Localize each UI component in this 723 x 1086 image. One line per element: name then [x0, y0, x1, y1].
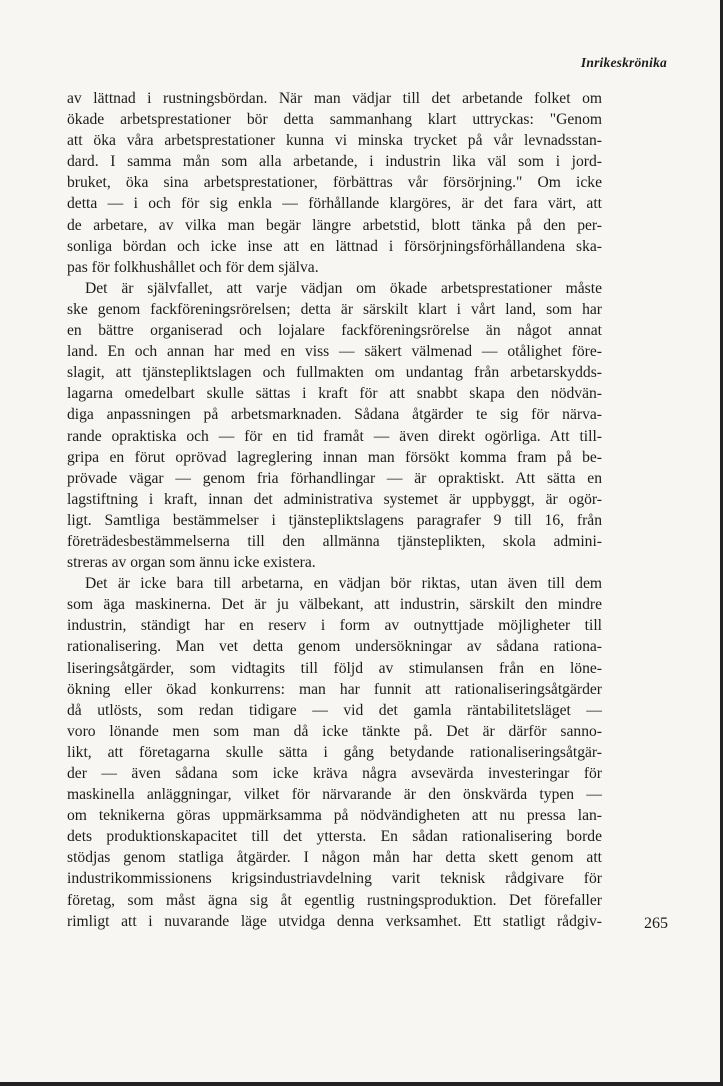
text-line: lagstiftning i kraft, innan det administrativa systemet är uppbyggt, är ogör-: [67, 490, 602, 508]
text-line: ökning eller ökad konkurrens: man har funnit att rationaliseringsåtgärder: [67, 680, 602, 698]
text-line: bruket, öka sina arbetsprestationer, förbättras vår försörjning." Om icke: [67, 174, 602, 192]
paragraph-2: [67, 278, 602, 573]
text-line: företag, som måst ägna sig åt egentlig rustningsproduktion. Det förefaller: [67, 891, 602, 909]
text-line: streras av organ som ännu icke existera.: [67, 554, 316, 572]
text-line: dard. I samma mån som alla arbetande, i industrin lika väl som i jord-: [67, 153, 602, 171]
running-head: Inrikeskrönika: [580, 55, 667, 70]
text-line: prövade vägar — genom fria förhandlingar — är opraktiskt. Att sätta en: [67, 469, 602, 487]
page-edge-bottom: [0, 1082, 723, 1086]
text-line: dets produktionskapacitet till det yttersta. En sådan rationalisering borde: [67, 828, 602, 846]
text-line: de arbetare, av vilka man begär längre arbetstid, blott tänka på den per-: [67, 216, 602, 234]
text-line: att öka våra arbetsprestationer kunna vi minska trycket på vår levnadsstan-: [67, 132, 602, 150]
text-line: detta — i och för sig enkla — förhållande klargöres, är det fara värt, att: [67, 195, 602, 213]
text-line: industrikommissionens krigsindustriavdelning varit teknisk rådgivare för: [67, 870, 602, 888]
text-line: av lättnad i rustningsbördan. När man vädjar till det arbetande folket om: [67, 90, 602, 107]
text-line: om teknikerna göras uppmärksamma på nödvändigheten att nu pressa lan-: [67, 807, 602, 825]
text-line: rationalisering. Man vet detta genom undersökningar av sådana rationa-: [67, 638, 602, 656]
text-line: rimligt att i nuvarande läge utvidga denna verksamhet. Ett statligt rådgiv-: [67, 912, 602, 930]
text-line: företrädesbestämmelserna till den allmänna tjänsteplikten, skola admini-: [67, 532, 602, 550]
body-text: [67, 88, 602, 932]
page-number: 265: [644, 915, 668, 932]
text-line: som äga maskinerna. Det är ju välbekant, att industrin, särskilt den mindre: [67, 596, 602, 614]
paragraph-1: [67, 88, 602, 278]
text-line: voro lönande men som man då icke tänkte på. Det är därför sanno-: [67, 722, 602, 740]
text-line: sonliga bördan och icke inse att en lättnad i försörjningsförhållandena ska-: [67, 237, 602, 255]
text-line: en bättre organiserad och lojalare fackföreningsrörelse än något annat: [67, 322, 602, 340]
text-line: der — även sådana som icke kräva några avsevärda investeringar för: [67, 765, 602, 782]
text-line: gripa en förut oprövad lagreglering innan man försökt komma fram på be-: [67, 448, 602, 466]
text-line: maskinella anläggningar, vilket för närvarande är den önskvärda typen —: [67, 786, 602, 804]
text-line: ske genom fackföreningsrörelsen; detta är särskilt klart i vårt land, som har: [67, 300, 602, 318]
text-line: då utlösts, som redan tidigare — vid det gamla räntabilitetsläget —: [67, 701, 602, 719]
text-line: pas för folkhushållet och för dem själva.: [67, 258, 319, 276]
text-line: Det är självfallet, att varje vädjan om ökade arbetsprestationer måste: [85, 279, 602, 297]
paragraph-3: [67, 573, 602, 932]
text-line: rande opraktiska och — för en tid framåt — även direkt ogörliga. Att till-: [67, 427, 602, 445]
text-line: stödjas genom statliga åtgärder. I någon mån har detta skett genom att: [67, 849, 602, 867]
text-line: ligt. Samtliga bestämmelser i tjänstepliktslagens paragrafer 9 till 16, från: [67, 511, 602, 529]
text-line: lagarna omedelbart skulle sättas i kraft för att snabbt skapa den nödvän-: [67, 385, 602, 403]
text-line: diga anpassningen på arbetsmarknaden. Sådana åtgärder te sig för närva-: [67, 406, 602, 424]
text-line: slagit, att tjänstepliktslagen och fullmakten om undantag från arbetarskydds-: [67, 364, 602, 382]
text-line: Det är icke bara till arbetarna, en vädjan bör riktas, utan även till dem: [85, 575, 602, 593]
text-line: land. En och annan har med en viss — säkert välmenad — otålighet före-: [67, 343, 602, 361]
text-line: ökade arbetsprestationer bör detta sammanhang klart uttryckas: "Genom: [67, 111, 602, 129]
text-line: likt, att företagarna skulle sätta i gång betydande rationaliseringsåtgär-: [67, 743, 602, 761]
text-line: industrin, ständigt har en reserv i form av outnyttjade möjligheter till: [67, 617, 602, 635]
text-line: liseringsåtgärder, som vidtagits till följd av stimulansen från en löne-: [67, 659, 602, 677]
